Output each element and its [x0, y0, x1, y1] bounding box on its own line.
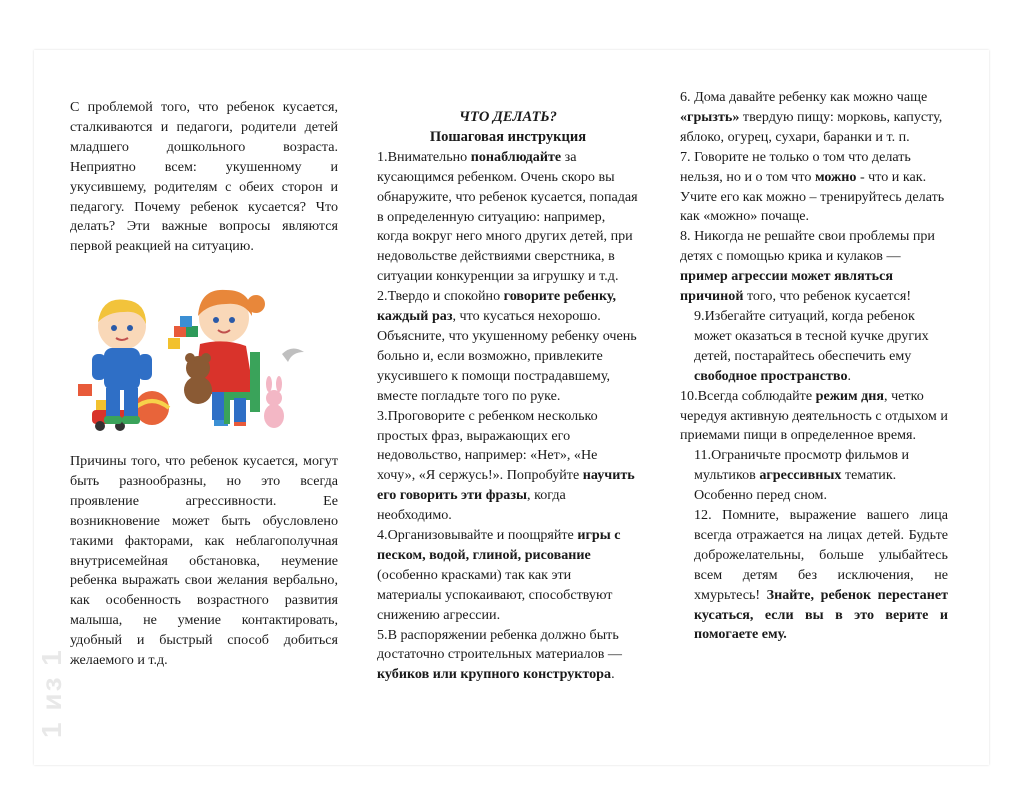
- section-subheading: Пошаговая инструкция: [429, 128, 587, 145]
- intro-paragraph: [70, 98, 338, 257]
- step-item: 11.Ограничьте просмотр фильмов и мультиков агрессивных тематик. Особенно перед сном.: [694, 447, 910, 504]
- causes-text: Причины того, что ребенок кусается, могут быть разнообразны, но это всегда проявление агрессивности. Ее возникновение может быть обусловлено такими факторами, как неблагополучная внутрисемейная обстановка, неумение ребенка выражать свои желания вербально, как особенность возрастного развития малыша, не умение контактировать, удобный и быстрый способ добиться желаемого и т.д.: [70, 453, 338, 669]
- step-item: 3.Проговорите с ребенком несколько простых фраз, выражающих его недовольство, например: «Нет», «Не хочу», «Я сержусь!». Попробуйте научить его говорить эти фразы, когда необходимо.: [377, 407, 635, 524]
- step-item: 10.Всегда соблюдайте режим дня, четко чередуя активную деятельность с отдыхом и приемами пищи в определенное время.: [680, 387, 948, 444]
- causes-paragraph: [70, 452, 338, 671]
- step-item: 9.Избегайте ситуаций, когда ребенок может оказаться в тесной кучке других детей, постарайтесь обеспечить ему свободное пространство.: [694, 307, 929, 384]
- step-item: 2.Твердо и спокойно говорите ребенку, каждый раз, что кусаться нехорошо. Объясните, что укушенному ребенку очень больно и, если возможно, привлеките укусившего к помощи пострадавшему, вместе погладьте того по руке.: [377, 288, 637, 404]
- children-playing-illustration: [74, 282, 310, 440]
- instructions-column-continued: [680, 88, 948, 645]
- step-item: 4.Организовывайте и поощряйте игры с песком, водой, глиной, рисование (особенно красками) так как эти материалы успокаивают, способствуют снижению агрессии.: [377, 527, 621, 623]
- section-heading: ЧТО ДЕЛАТЬ?: [459, 109, 557, 125]
- step-item: 7. Говорите не только о том что делать нельзя, но и о том что можно - что и как. Учите его как можно – тренируйтесь делать как «можно» почаще.: [680, 148, 945, 225]
- step-item: 12. Помните, выражение вашего лица всегда отражается на лицах детей. Будьте доброжелательны, больше улыбайтесь всем детям без исключения, не хмурьтесь! Знайте, ребенок перестанет кусаться, если вы в это верите и помогаете ему.: [694, 507, 948, 643]
- instructions-column: [377, 108, 639, 685]
- step-item: 6. Дома давайте ребенку как можно чаще «грызть» твердую пищу: морковь, капусту, яблоко, огурец, сухари, баранки и т. п.: [680, 89, 943, 145]
- step-item: 8. Никогда не решайте свои проблемы при детях с помощью крика и кулаков — пример агрессии может являться причиной того, что ребенок кусается!: [680, 228, 935, 305]
- intro-text: С проблемой того, что ребенок кусается, сталкиваются и педагоги, родители детей младшего дошкольного возраста. Неприятно всем: укушенному и укусившему, родителям с обеих сторон и педагогу. Почему ребенок кусается? Что делать? Эти важные вопросы являются первой реакцией на ситуацию.: [70, 99, 338, 255]
- step-item: 1.Внимательно понаблюдайте за кусающимся ребенком. Очень скоро вы обнаружите, что ребенок кусается, попадая в определенную ситуацию: например, когда вокруг него много других детей, при недовольстве действиями сверстника, в ситуации конкуренции за игрушку и т.д.: [377, 148, 638, 285]
- page-counter-label: 1 из 1: [36, 648, 67, 738]
- toy-block-icon: [78, 384, 92, 396]
- step-item: 5.В распоряжении ребенка должно быть достаточно строительных материалов — кубиков или крупного конструктора.: [377, 626, 623, 683]
